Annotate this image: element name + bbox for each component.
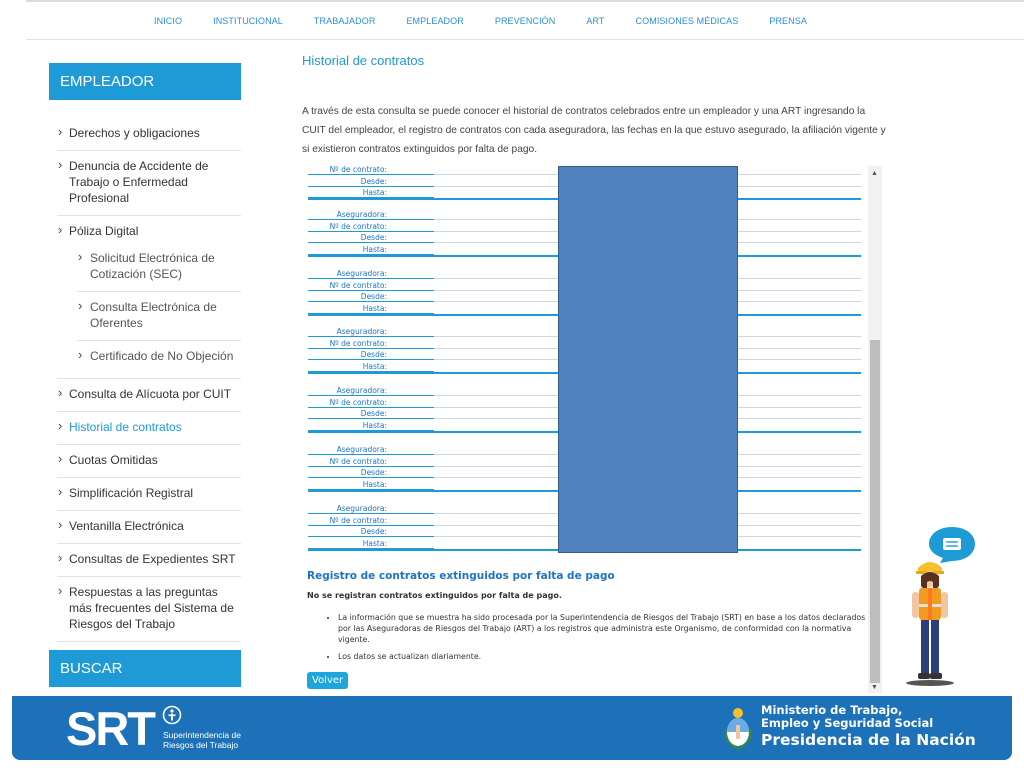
sidebar-item-poliza[interactable]: › Póliza Digital (57, 216, 241, 243)
site-footer (12, 696, 1012, 760)
srt-subtitle (163, 730, 241, 750)
row-underline (308, 219, 434, 220)
row-underline (308, 395, 434, 396)
row-underline (308, 336, 434, 337)
aseguradora-row-label: Aseguradora: (336, 504, 387, 513)
search-header: BUSCAR (49, 650, 241, 687)
contrato-row-label: Nº de contrato: (329, 339, 387, 348)
sidebar-item-expedientes[interactable]: › Consultas de Expedientes SRT (57, 544, 241, 577)
extinguidos-none: No se registran contratos extinguidos por falta de pago. (307, 591, 562, 600)
aseguradora-row-label: Aseguradora: (336, 445, 387, 454)
nav-item-comisiones[interactable]: COMISIONES MÉDICAS (635, 16, 739, 26)
contrato-row-label: Nº de contrato: (329, 398, 387, 407)
sidebar-subitem-sec[interactable]: › Solicitud Electrónica de Cotización (SEC) (77, 243, 241, 292)
hasta-row-label: Hasta: (362, 480, 387, 489)
contrato-row-label: Nº de contrato: (329, 166, 387, 174)
hasta-row-label: Hasta: (362, 188, 387, 197)
hasta-row-label: Hasta: (362, 421, 387, 430)
sidebar-item-historial[interactable]: › Historial de contratos (57, 412, 241, 445)
extinguidos-title: Registro de contratos extinguidos por falta de pago (307, 570, 615, 582)
row-underline (308, 278, 434, 279)
row-underline (308, 454, 434, 455)
nav-item-prevencion[interactable]: PREVENCIÓN (494, 16, 556, 26)
nav-item-empleador[interactable]: EMPLEADOR (406, 16, 464, 26)
desde-row-label: Desde: (360, 409, 387, 418)
ministerio-text (761, 704, 976, 749)
aseguradora-row-label: Aseguradora: (336, 327, 387, 336)
desde-row-label: Desde: (360, 233, 387, 242)
ministerio-line2: Empleo y Seguridad Social (761, 716, 934, 730)
sidebar-item-faq[interactable]: › Respuestas a las preguntas más frecuentes del Sistema de Riesgos del Trabajo (57, 577, 241, 642)
scroll-up-icon[interactable]: ▲ (871, 170, 878, 177)
mascot-worker-icon (902, 556, 958, 688)
desde-row-label: Desde: (360, 350, 387, 359)
row-underline (308, 513, 434, 514)
nav-item-prensa[interactable]: PRENSA (769, 16, 807, 26)
note-item: • Los datos se actualizan diariamente. (338, 651, 878, 662)
sidebar-subitem-no-objecion[interactable]: › Certificado de No Objeción (77, 341, 241, 378)
scroll-down-icon[interactable]: ▼ (871, 684, 878, 691)
aseguradora-row-label: Aseguradora: (336, 269, 387, 278)
row-underline (308, 174, 434, 175)
row-underline (308, 301, 434, 302)
argentina-shield-icon (723, 705, 753, 751)
sidebar-item-ventanilla[interactable]: › Ventanilla Electrónica (57, 511, 241, 544)
nav-item-trabajador[interactable]: TRABAJADOR (313, 16, 376, 26)
redacted-block (558, 166, 738, 553)
desde-row-label: Desde: (360, 468, 387, 477)
srt-logo[interactable]: SRT (66, 702, 154, 755)
aseguradora-row-label: Aseguradora: (336, 210, 387, 219)
hasta-row-label: Hasta: (362, 362, 387, 371)
sidebar-item-denuncia[interactable]: › Denuncia de Accidente de Trabajo o Enfermedad Profesional (57, 151, 241, 216)
top-navigation (26, 0, 1024, 40)
desde-row-label: Desde: (360, 527, 387, 536)
sidebar-item-alicuota[interactable]: › Consulta de Alícuota por CUIT (57, 379, 241, 412)
contrato-row-label: Nº de contrato: (329, 281, 387, 290)
desde-row-label: Desde: (360, 292, 387, 301)
row-underline (308, 242, 434, 243)
contrato-row-label: Nº de contrato: (329, 222, 387, 231)
srt-subtitle-line2: Riesgos del Trabajo (163, 740, 239, 750)
row-underline (308, 536, 434, 537)
row-underline (308, 418, 434, 419)
page-title: Historial de contratos (302, 53, 425, 68)
srt-subtitle-line1: Superintendencia de (163, 730, 241, 740)
contrato-row-label: Nº de contrato: (329, 457, 387, 466)
hasta-row-label: Hasta: (362, 539, 387, 548)
desde-row-label: Desde: (360, 177, 387, 186)
presidencia-text: Presidencia de la Nación (761, 731, 976, 749)
sidebar-item-cuotas[interactable]: › Cuotas Omitidas (57, 445, 241, 478)
ministerio-line1: Ministerio de Trabajo, (761, 703, 903, 717)
frame-scrollbar[interactable] (868, 166, 882, 693)
intro-text: A través de esta consulta se puede conocer el historial de contratos celebrados entre un empleador y una ART ingresando la CUIT del empleador, el registro de contratos con cada aseguradora, las fechas en la que estuvo asegurado, la afiliación vigente y si existieron contratos extinguidos por falta de pago. (302, 106, 886, 155)
row-underline (308, 477, 434, 478)
sidebar-header: EMPLEADOR (49, 63, 241, 100)
sidebar-item-simplificacion[interactable]: › Simplificación Registral (57, 478, 241, 511)
row-underline (308, 359, 434, 360)
sidebar-subitem-oferentes[interactable]: › Consulta Electrónica de Oferentes (77, 292, 241, 341)
nav-item-art[interactable]: ART (586, 16, 605, 26)
note-item: • La información que se muestra ha sido procesada por la Superintendencia de Riesgos del Trabajo (SRT) en base a los datos declarados por las Aseguradoras de Riesgos del Trabajo (ART) a los registros que administra este Organismo, de conformidad con la normativa vigente. (338, 612, 878, 645)
hasta-row-label: Hasta: (362, 304, 387, 313)
scroll-thumb[interactable] (870, 340, 880, 683)
notes-list (324, 612, 878, 668)
hasta-row-label: Hasta: (362, 245, 387, 254)
nav-menu (154, 16, 838, 26)
contrato-row-label: Nº de contrato: (329, 516, 387, 525)
volver-button[interactable]: Volver (307, 672, 348, 689)
nav-item-inicio[interactable]: INICIO (154, 16, 183, 26)
contracts-frame (306, 166, 882, 693)
aseguradora-row-label: Aseguradora: (336, 386, 387, 395)
srt-logo-icon (162, 705, 182, 725)
sidebar-item-derechos[interactable]: › Derechos y obligaciones (57, 118, 241, 151)
nav-item-institucional[interactable]: INSTITUCIONAL (213, 16, 283, 26)
sidebar-menu (57, 118, 241, 642)
